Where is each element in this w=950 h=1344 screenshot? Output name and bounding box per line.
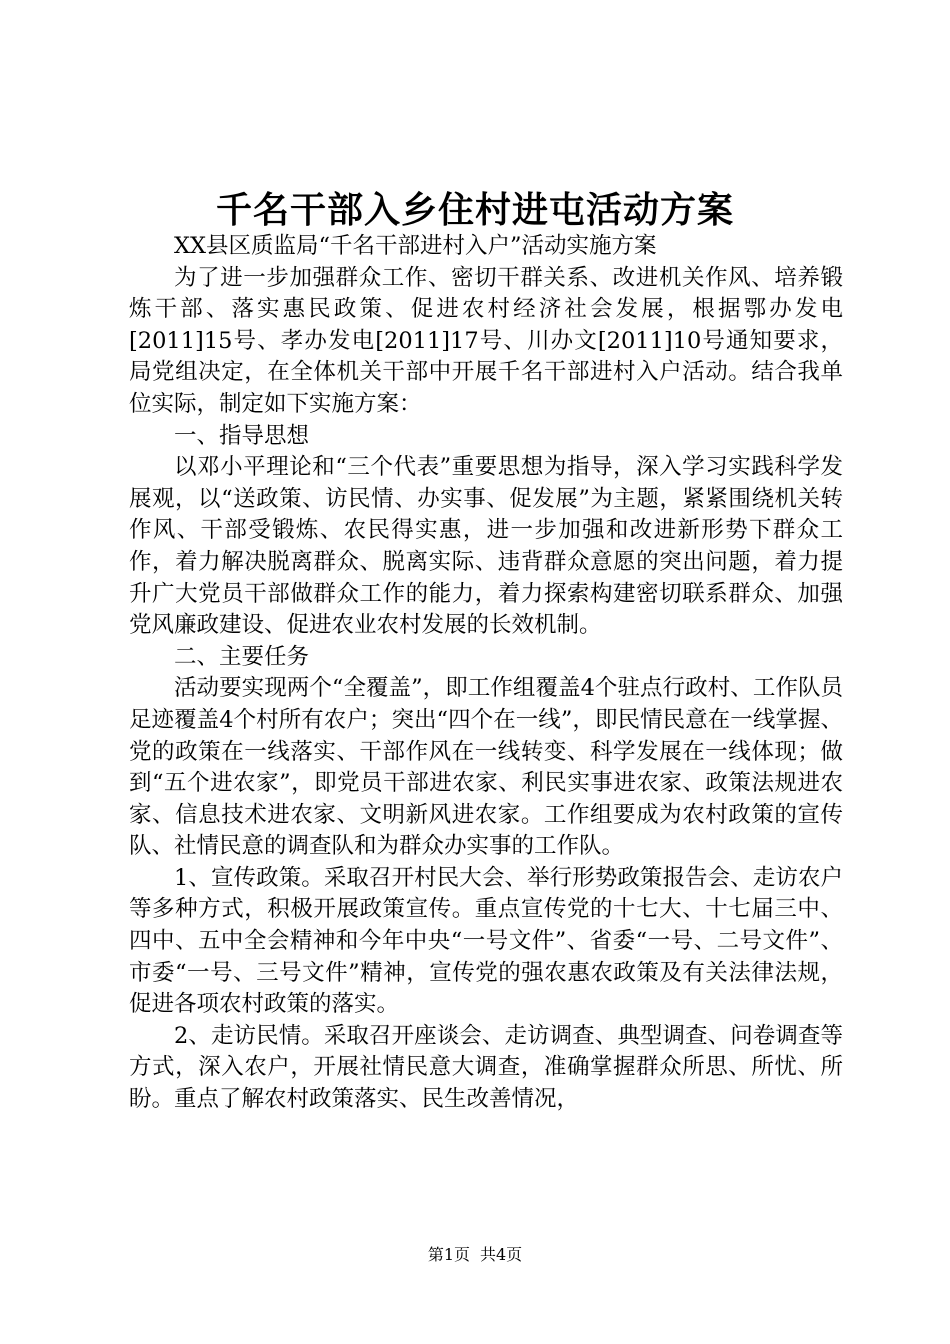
page-total: 共4页 <box>480 1245 523 1264</box>
paragraph-main-tasks: 活动要实现两个“全覆盖”，即工作组覆盖4个驻点行政村、工作队员足迹覆盖4个村所有农户；突出“四个在一线”，即民情民意在一线掌握、党的政策在一线落实、干部作风在一线转变、科学发展在一线体现；做到“五个进农家”，即党员干部进农家、利民实事进农家、政策法规进农家、信息技术进农家、文明新风进农家。工作组要成为农村政策的宣传队、社情民意的调查队和为群众办实事的工作队。 <box>129 675 843 860</box>
paragraph-task-2: 2、走访民情。采取召开座谈会、走访调查、典型调查、问卷调查等方式，深入农户，开展社情民意大调查，准确掌握群众所思、所忧、所盼。重点了解农村政策落实、民生改善情况， <box>129 1022 843 1113</box>
paragraph-intro: 为了进一步加强群众工作、密切干群关系、改进机关作风、培养锻炼干部、落实惠民政策、促进农村经济社会发展，根据鄂办发电[2011]15号、孝办发电[2011]17号、川办文[2011]10号通知要求，局党组决定，在全体机关干部中开展千名干部进村入户活动。结合我单位实际，制定如下实施方案： <box>129 264 843 417</box>
page-footer <box>0 1242 950 1265</box>
paragraph-guiding-thought: 以邓小平理论和“三个代表”重要思想为指导，深入学习实践科学发展观，以“送政策、访民情、办实事、促发展”为主题，紧紧围绕机关转作风、干部受锻炼、农民得实惠，进一步加强和改进新形势下群众工作，着力解决脱离群众、脱离实际、违背群众意愿的突出问题，着力提升广大党员干部做群众工作的能力，着力探索构建密切联系群众、加强党风廉政建设、促进农业农村发展的长效机制。 <box>129 454 843 639</box>
page-number: 第1页 <box>427 1245 470 1264</box>
paragraph-subtitle: XX县区质监局“千名干部进村入户”活动实施方案 <box>174 233 657 259</box>
document-title: 千名干部入乡住村进屯活动方案 <box>215 189 734 231</box>
paragraph-task-1: 1、宣传政策。采取召开村民大会、举行形势政策报告会、走访农户等多种方式，积极开展政策宣传。重点宣传党的十七大、十七届三中、四中、五中全会精神和今年中央“一号文件”、省委“一号、二号文件”、市委“一号、三号文件”精神，宣传党的强农惠农政策及有关法律法规，促进各项农村政策的落实。 <box>129 864 843 1018</box>
document-body <box>129 231 843 1116</box>
section-heading-main-tasks: 二、主要任务 <box>174 643 310 670</box>
section-heading-guiding-thought: 一、指导思想 <box>174 422 310 449</box>
